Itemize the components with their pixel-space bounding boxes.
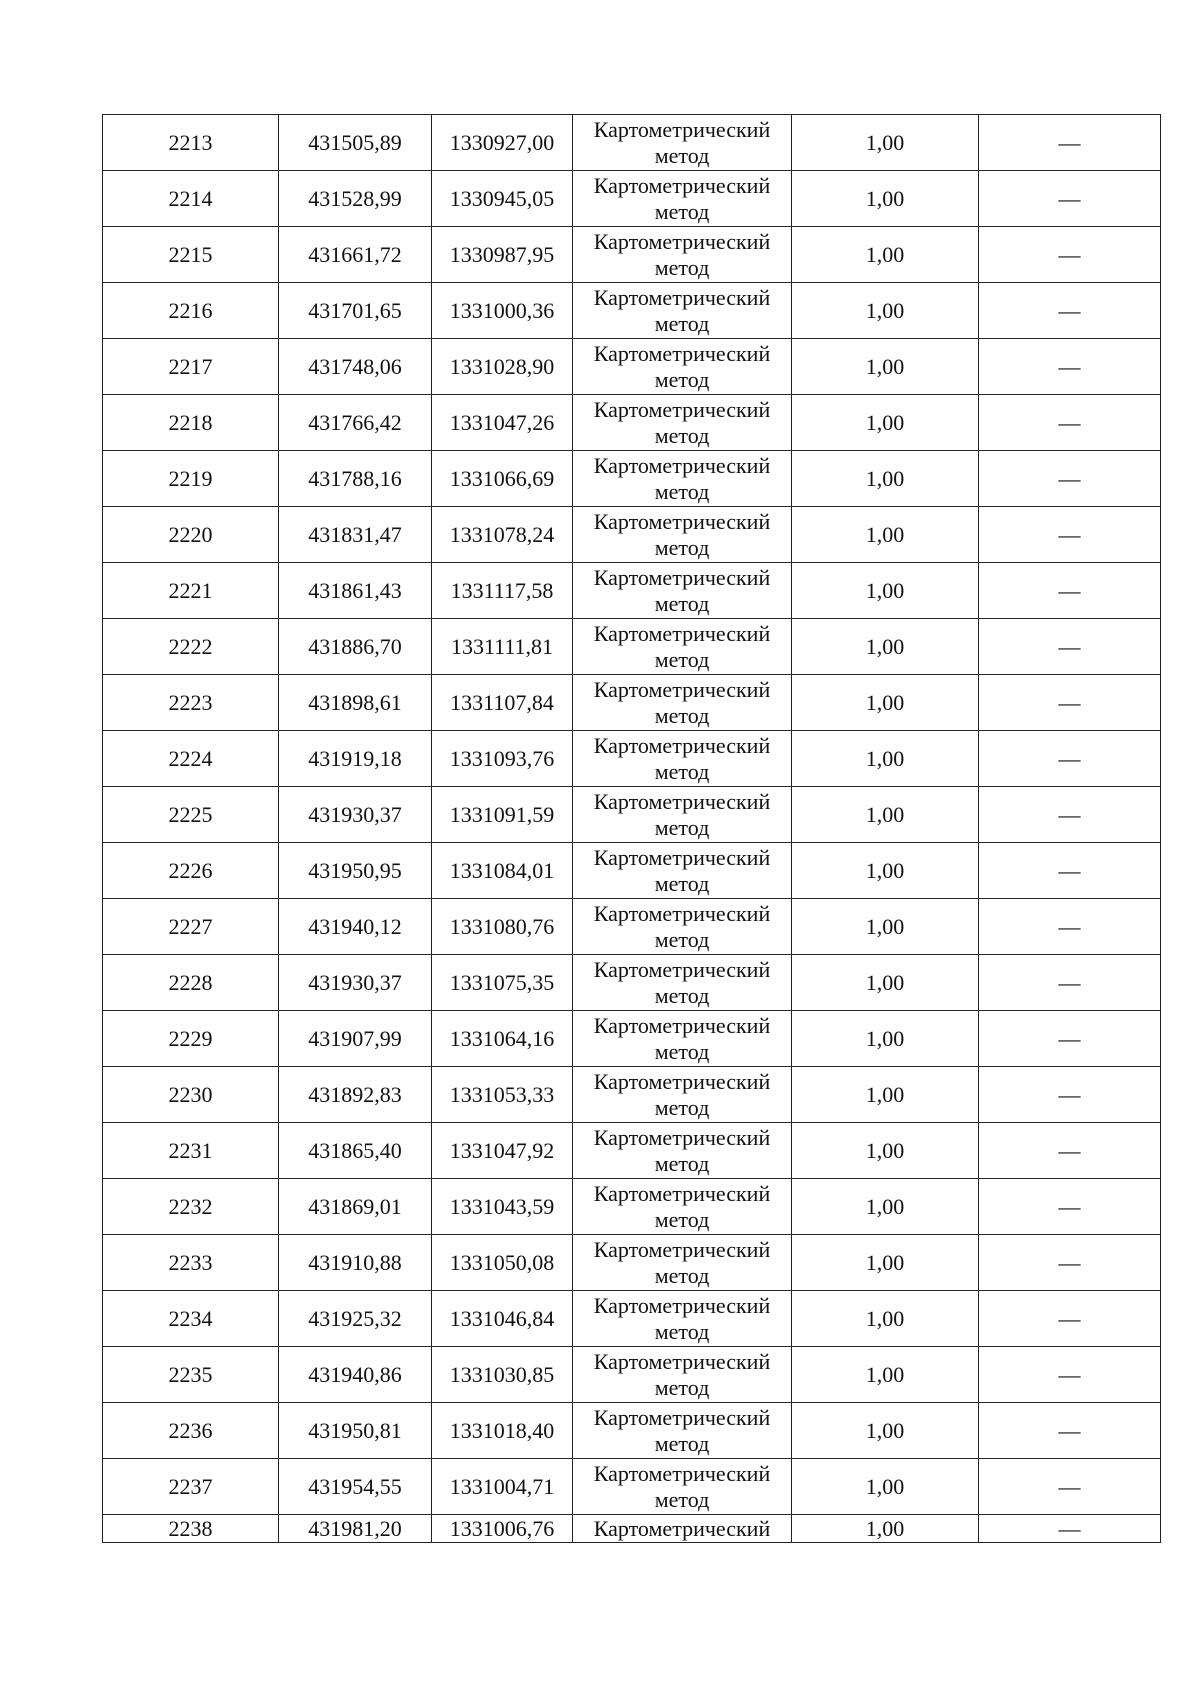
y-coordinate-cell: 1331111,81 [432, 619, 573, 675]
table-row [103, 283, 1161, 339]
method-text-line1: Картометрический [593, 732, 771, 758]
method-text-line1: Картометрический [593, 1012, 771, 1038]
point-number-cell: 2213 [103, 115, 279, 171]
accuracy-cell: 1,00 [792, 1123, 979, 1179]
method-cell [573, 1011, 792, 1067]
table-row [103, 171, 1161, 227]
description-cell: — [979, 1235, 1161, 1291]
method-cell [573, 1347, 792, 1403]
method-text-line2: метод [654, 1206, 710, 1232]
description-cell: — [979, 1011, 1161, 1067]
method-text-line1: Картометрический [593, 340, 771, 366]
coordinates-table-body [103, 115, 1161, 1543]
y-coordinate-cell: 1331028,90 [432, 339, 573, 395]
description-cell: — [979, 227, 1161, 283]
point-number-cell: 2233 [103, 1235, 279, 1291]
description-cell: — [979, 1291, 1161, 1347]
method-text-line1: Картометрический [593, 1292, 771, 1318]
description-cell: — [979, 1515, 1161, 1543]
point-number-cell: 2234 [103, 1291, 279, 1347]
x-coordinate-cell: 431910,88 [279, 1235, 432, 1291]
y-coordinate-cell: 1331080,76 [432, 899, 573, 955]
table-row [103, 1235, 1161, 1291]
x-coordinate-cell: 431950,95 [279, 843, 432, 899]
method-text-line2: метод [654, 702, 710, 728]
y-coordinate-cell: 1331043,59 [432, 1179, 573, 1235]
accuracy-cell: 1,00 [792, 787, 979, 843]
y-coordinate-cell: 1331117,58 [432, 563, 573, 619]
table-row [103, 507, 1161, 563]
description-cell: — [979, 395, 1161, 451]
x-coordinate-cell: 431930,37 [279, 955, 432, 1011]
x-coordinate-cell: 431981,20 [279, 1515, 432, 1543]
description-cell: — [979, 507, 1161, 563]
accuracy-cell: 1,00 [792, 1067, 979, 1123]
table-row [103, 1123, 1161, 1179]
table-row [103, 1067, 1161, 1123]
point-number-cell: 2225 [103, 787, 279, 843]
table-row [103, 787, 1161, 843]
method-text-line2: метод [654, 1038, 710, 1064]
description-cell: — [979, 955, 1161, 1011]
table-row [103, 1011, 1161, 1067]
table-row [103, 227, 1161, 283]
x-coordinate-cell: 431925,32 [279, 1291, 432, 1347]
accuracy-cell: 1,00 [792, 1235, 979, 1291]
y-coordinate-cell: 1331030,85 [432, 1347, 573, 1403]
method-cell [573, 843, 792, 899]
method-text-line2: метод [654, 1094, 710, 1120]
description-cell: — [979, 339, 1161, 395]
point-number-cell: 2237 [103, 1459, 279, 1515]
method-cell [573, 731, 792, 787]
method-text-line1: Картометрический [593, 900, 771, 926]
accuracy-cell: 1,00 [792, 619, 979, 675]
description-cell: — [979, 1403, 1161, 1459]
method-text-line1: Картометрический [593, 1404, 771, 1430]
description-cell: — [979, 451, 1161, 507]
description-cell: — [979, 171, 1161, 227]
method-text-line1: Картометрический [593, 172, 771, 198]
y-coordinate-cell: 1331046,84 [432, 1291, 573, 1347]
table-row [103, 619, 1161, 675]
description-cell: — [979, 1067, 1161, 1123]
method-text-line2: метод [654, 1262, 710, 1288]
accuracy-cell: 1,00 [792, 1403, 979, 1459]
accuracy-cell: 1,00 [792, 675, 979, 731]
method-text-line1: Картометрический [593, 1515, 771, 1541]
method-text-line1: Картометрический [593, 620, 771, 646]
method-text-line1: Картометрический [593, 396, 771, 422]
table-row [103, 563, 1161, 619]
method-text-line1: Картометрический [593, 508, 771, 534]
table-row [103, 1515, 1161, 1543]
x-coordinate-cell: 431766,42 [279, 395, 432, 451]
method-text-line1: Картометрический [593, 956, 771, 982]
table-row [103, 843, 1161, 899]
accuracy-cell: 1,00 [792, 955, 979, 1011]
accuracy-cell: 1,00 [792, 899, 979, 955]
method-cell [573, 451, 792, 507]
description-cell: — [979, 1179, 1161, 1235]
y-coordinate-cell: 1331066,69 [432, 451, 573, 507]
table-row [103, 731, 1161, 787]
x-coordinate-cell: 431788,16 [279, 451, 432, 507]
x-coordinate-cell: 431748,06 [279, 339, 432, 395]
method-cell [573, 1291, 792, 1347]
method-text-line1: Картометрический [593, 452, 771, 478]
method-text-line2: метод [654, 1486, 710, 1512]
method-text-line1: Картометрический [593, 676, 771, 702]
table-row [103, 1403, 1161, 1459]
accuracy-cell: 1,00 [792, 1011, 979, 1067]
description-cell: — [979, 1459, 1161, 1515]
table-row [103, 1459, 1161, 1515]
y-coordinate-cell: 1331093,76 [432, 731, 573, 787]
description-cell: — [979, 731, 1161, 787]
method-text-line1: Картометрический [593, 1124, 771, 1150]
accuracy-cell: 1,00 [792, 1515, 979, 1543]
accuracy-cell: 1,00 [792, 339, 979, 395]
y-coordinate-cell: 1330987,95 [432, 227, 573, 283]
accuracy-cell: 1,00 [792, 1179, 979, 1235]
x-coordinate-cell: 431940,86 [279, 1347, 432, 1403]
description-cell: — [979, 843, 1161, 899]
x-coordinate-cell: 431701,65 [279, 283, 432, 339]
point-number-cell: 2238 [103, 1515, 279, 1543]
method-cell [573, 619, 792, 675]
method-cell [573, 563, 792, 619]
accuracy-cell: 1,00 [792, 395, 979, 451]
method-text-line2: метод [654, 1150, 710, 1176]
accuracy-cell: 1,00 [792, 1347, 979, 1403]
table-row [103, 955, 1161, 1011]
y-coordinate-cell: 1331075,35 [432, 955, 573, 1011]
accuracy-cell: 1,00 [792, 451, 979, 507]
table-row [103, 1291, 1161, 1347]
point-number-cell: 2223 [103, 675, 279, 731]
table-row [103, 1179, 1161, 1235]
point-number-cell: 2219 [103, 451, 279, 507]
accuracy-cell: 1,00 [792, 227, 979, 283]
y-coordinate-cell: 1331050,08 [432, 1235, 573, 1291]
y-coordinate-cell: 1331006,76 [432, 1515, 573, 1543]
x-coordinate-cell: 431661,72 [279, 227, 432, 283]
x-coordinate-cell: 431861,43 [279, 563, 432, 619]
accuracy-cell: 1,00 [792, 507, 979, 563]
method-text-line2: метод [654, 366, 710, 392]
point-number-cell: 2214 [103, 171, 279, 227]
description-cell: — [979, 619, 1161, 675]
accuracy-cell: 1,00 [792, 1291, 979, 1347]
description-cell: — [979, 1123, 1161, 1179]
method-cell [573, 227, 792, 283]
method-cell [573, 283, 792, 339]
method-text-line2: метод [654, 870, 710, 896]
description-cell: — [979, 115, 1161, 171]
table-row [103, 115, 1161, 171]
method-cell [573, 115, 792, 171]
method-text-line1: Картометрический [593, 564, 771, 590]
point-number-cell: 2232 [103, 1179, 279, 1235]
x-coordinate-cell: 431869,01 [279, 1179, 432, 1235]
method-cell [573, 1067, 792, 1123]
point-number-cell: 2215 [103, 227, 279, 283]
method-text-line1: Картометрический [593, 1180, 771, 1206]
y-coordinate-cell: 1331000,36 [432, 283, 573, 339]
method-text-line1: Картометрический [593, 1460, 771, 1486]
method-text-line2: метод [654, 758, 710, 784]
method-text-line2: метод [654, 926, 710, 952]
x-coordinate-cell: 431528,99 [279, 171, 432, 227]
method-cell [573, 1403, 792, 1459]
method-text-line1: Картометрический [593, 284, 771, 310]
method-cell [573, 1235, 792, 1291]
x-coordinate-cell: 431907,99 [279, 1011, 432, 1067]
method-text-line2: метод [654, 1430, 710, 1456]
accuracy-cell: 1,00 [792, 731, 979, 787]
x-coordinate-cell: 431950,81 [279, 1403, 432, 1459]
method-cell [573, 1179, 792, 1235]
method-text-line2: метод [654, 198, 710, 224]
method-text-line2: метод [654, 254, 710, 280]
y-coordinate-cell: 1330927,00 [432, 115, 573, 171]
y-coordinate-cell: 1331047,26 [432, 395, 573, 451]
accuracy-cell: 1,00 [792, 843, 979, 899]
method-text-line2: метод [654, 534, 710, 560]
method-text-line2: метод [654, 1318, 710, 1344]
method-text-line1: Картометрический [593, 788, 771, 814]
accuracy-cell: 1,00 [792, 171, 979, 227]
y-coordinate-cell: 1331004,71 [432, 1459, 573, 1515]
method-text-line2: метод [654, 1374, 710, 1400]
table-row [103, 339, 1161, 395]
method-cell [573, 395, 792, 451]
x-coordinate-cell: 431892,83 [279, 1067, 432, 1123]
table-row [103, 451, 1161, 507]
point-number-cell: 2216 [103, 283, 279, 339]
y-coordinate-cell: 1331047,92 [432, 1123, 573, 1179]
point-number-cell: 2220 [103, 507, 279, 563]
x-coordinate-cell: 431831,47 [279, 507, 432, 563]
description-cell: — [979, 675, 1161, 731]
method-cell [573, 1515, 792, 1543]
y-coordinate-cell: 1330945,05 [432, 171, 573, 227]
x-coordinate-cell: 431919,18 [279, 731, 432, 787]
description-cell: — [979, 787, 1161, 843]
accuracy-cell: 1,00 [792, 563, 979, 619]
method-cell [573, 171, 792, 227]
method-text-line2: метод [654, 310, 710, 336]
method-text-line2: метод [654, 478, 710, 504]
x-coordinate-cell: 431865,40 [279, 1123, 432, 1179]
method-text-line2: метод [654, 982, 710, 1008]
method-cell [573, 787, 792, 843]
method-text-line1: Картометрический [593, 1236, 771, 1262]
y-coordinate-cell: 1331078,24 [432, 507, 573, 563]
table-row [103, 675, 1161, 731]
method-cell [573, 339, 792, 395]
y-coordinate-cell: 1331018,40 [432, 1403, 573, 1459]
y-coordinate-cell: 1331064,16 [432, 1011, 573, 1067]
x-coordinate-cell: 431940,12 [279, 899, 432, 955]
coordinates-table [102, 114, 1161, 1543]
point-number-cell: 2236 [103, 1403, 279, 1459]
table-row [103, 395, 1161, 451]
method-cell [573, 1123, 792, 1179]
y-coordinate-cell: 1331084,01 [432, 843, 573, 899]
point-number-cell: 2235 [103, 1347, 279, 1403]
x-coordinate-cell: 431898,61 [279, 675, 432, 731]
method-cell [573, 899, 792, 955]
method-text-line1: Картометрический [593, 1068, 771, 1094]
point-number-cell: 2224 [103, 731, 279, 787]
point-number-cell: 2222 [103, 619, 279, 675]
description-cell: — [979, 899, 1161, 955]
point-number-cell: 2217 [103, 339, 279, 395]
point-number-cell: 2226 [103, 843, 279, 899]
table-row [103, 1347, 1161, 1403]
description-cell: — [979, 1347, 1161, 1403]
point-number-cell: 2228 [103, 955, 279, 1011]
description-cell: — [979, 283, 1161, 339]
point-number-cell: 2230 [103, 1067, 279, 1123]
method-cell [573, 675, 792, 731]
x-coordinate-cell: 431505,89 [279, 115, 432, 171]
method-text-line1: Картометрический [593, 844, 771, 870]
method-text-line1: Картометрический [593, 228, 771, 254]
y-coordinate-cell: 1331091,59 [432, 787, 573, 843]
table-row [103, 899, 1161, 955]
method-text-line1: Картометрический [593, 1348, 771, 1374]
method-text-line1: Картометрический [593, 116, 771, 142]
accuracy-cell: 1,00 [792, 115, 979, 171]
x-coordinate-cell: 431930,37 [279, 787, 432, 843]
method-text-line2: метод [654, 646, 710, 672]
point-number-cell: 2221 [103, 563, 279, 619]
point-number-cell: 2218 [103, 395, 279, 451]
method-cell [573, 507, 792, 563]
method-text-line2: метод [654, 814, 710, 840]
accuracy-cell: 1,00 [792, 1459, 979, 1515]
method-cell [573, 955, 792, 1011]
point-number-cell: 2231 [103, 1123, 279, 1179]
point-number-cell: 2227 [103, 899, 279, 955]
method-text-line2: метод [654, 590, 710, 616]
method-text-line2: метод [654, 422, 710, 448]
y-coordinate-cell: 1331053,33 [432, 1067, 573, 1123]
x-coordinate-cell: 431886,70 [279, 619, 432, 675]
accuracy-cell: 1,00 [792, 283, 979, 339]
method-cell [573, 1459, 792, 1515]
y-coordinate-cell: 1331107,84 [432, 675, 573, 731]
description-cell: — [979, 563, 1161, 619]
point-number-cell: 2229 [103, 1011, 279, 1067]
x-coordinate-cell: 431954,55 [279, 1459, 432, 1515]
method-text-line2: метод [654, 142, 710, 168]
